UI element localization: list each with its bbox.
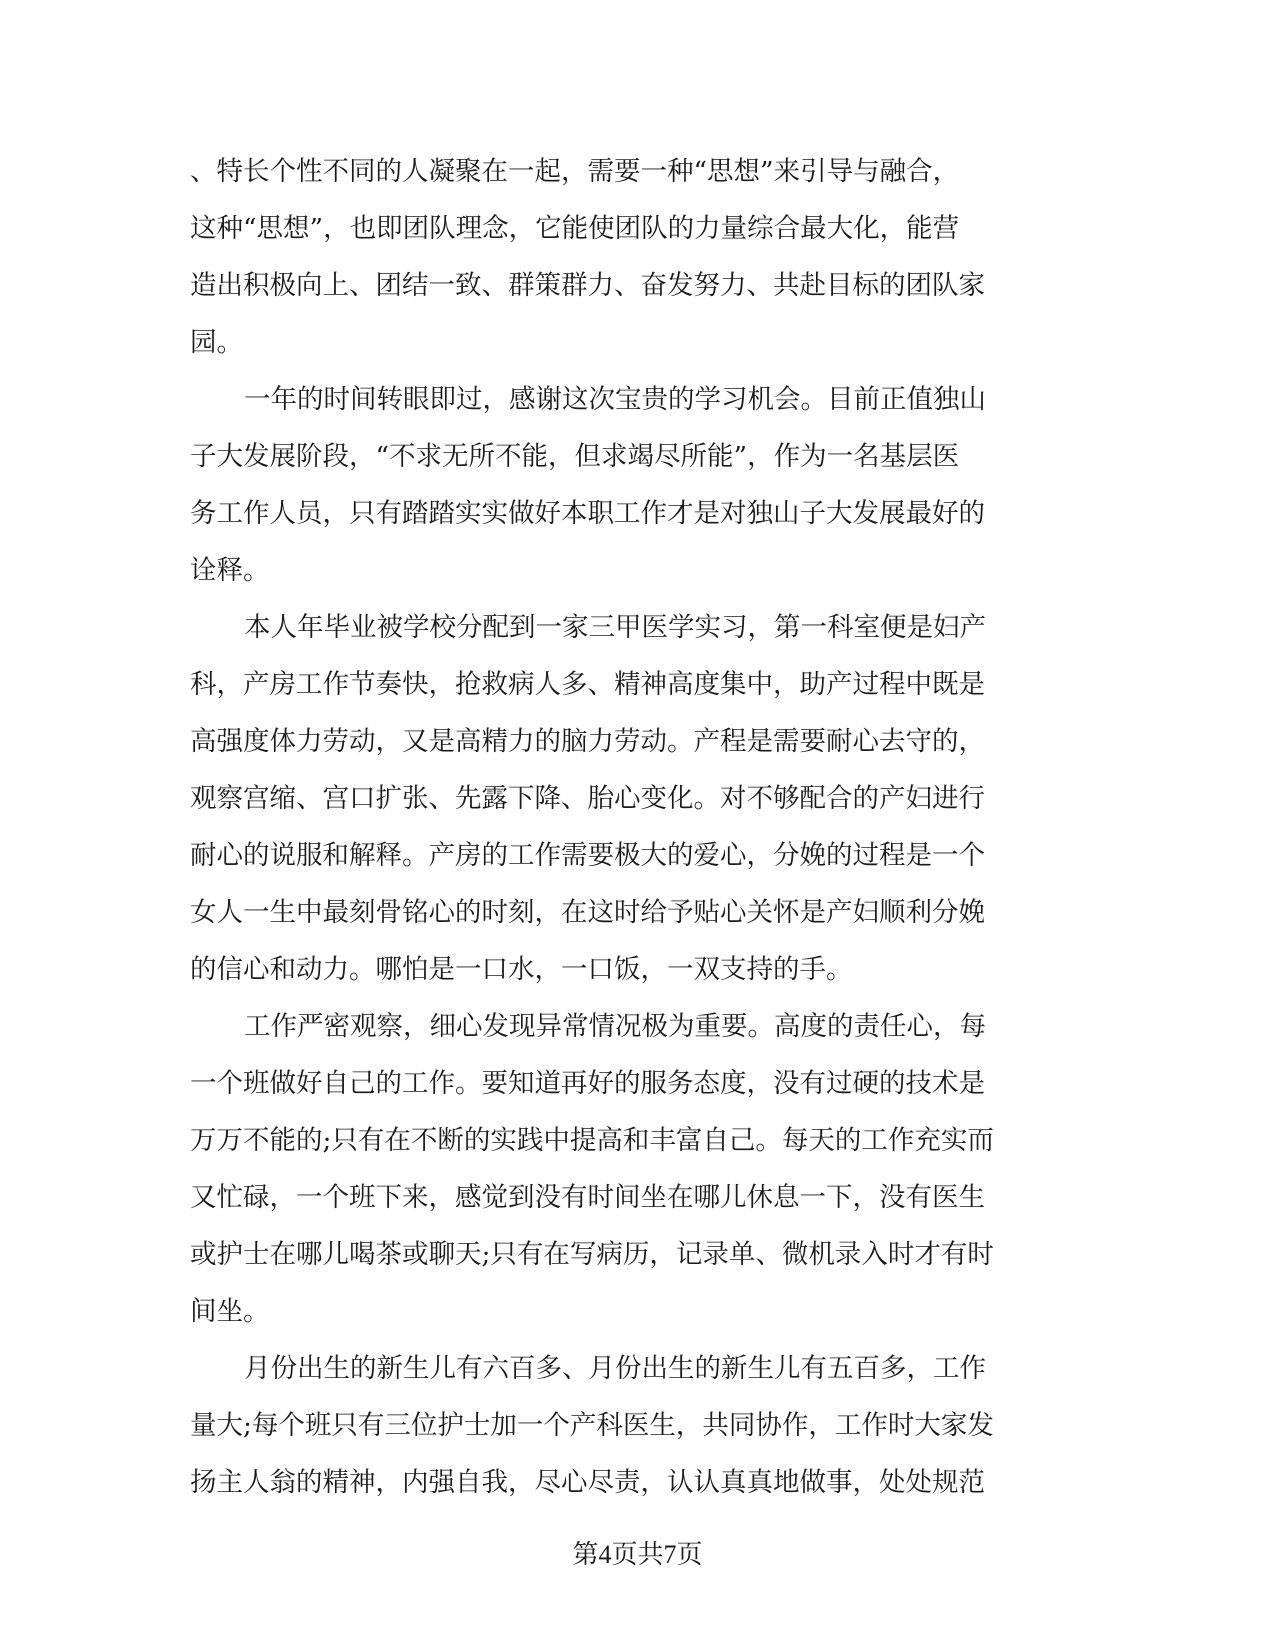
- text-line: 一个班做好自己的工作。要知道再好的服务态度，没有过硬的技术是: [190, 1068, 985, 1099]
- text-line: 、特长个性不同的人凝聚在一起，需要一种“思想”来引导与融合，: [190, 156, 960, 187]
- text-line: 高强度体力劳动，又是高精力的脑力劳动。产程是需要耐心去守的，: [190, 726, 985, 757]
- text-line: 或护士在哪儿喝茶或聊天;只有在写病历，记录单、微机录入时才有时: [190, 1239, 994, 1270]
- text-line: 月份出生的新生儿有六百多、月份出生的新生儿有五百多，工作: [244, 1353, 986, 1384]
- text-line: 本人年毕业被学校分配到一家三甲医学实习，第一科室便是妇产: [244, 612, 986, 643]
- page-number: 第4页共7页: [572, 1540, 703, 1569]
- text-line: 务工作人员，只有踏踏实实做好本职工作才是对独山子大发展最好的: [190, 498, 985, 529]
- text-line: 女人一生中最刻骨铭心的时刻，在这时给予贴心关怀是产妇顺利分娩: [190, 897, 985, 928]
- text-line: 的信心和动力。哪怕是一口水，一口饭，一双支持的手。: [190, 954, 853, 985]
- text-line: 扬主人翁的精神，内强自我，尽心尽责，认认真真地做事，处处规范: [190, 1467, 985, 1498]
- text-line: 工作严密观察，细心发现异常情况极为重要。高度的责任心，每: [244, 1011, 986, 1042]
- text-line: 量大;每个班只有三位护士加一个产科医生，共同协作，工作时大家发: [190, 1410, 994, 1441]
- text-line: 造出积极向上、团结一致、群策群力、奋发努力、共赴目标的团队家: [190, 270, 985, 301]
- text-line: 又忙碌，一个班下来，感觉到没有时间坐在哪儿休息一下，没有医生: [190, 1182, 985, 1213]
- text-line: 子大发展阶段，“不求无所不能，但求竭尽所能”，作为一名基层医: [190, 441, 960, 472]
- text-line: 间坐。: [190, 1296, 270, 1327]
- text-line: 这种“思想”，也即团队理念，它能使团队的力量综合最大化，能营: [190, 213, 960, 244]
- text-line: 科，产房工作节奏快，抢救病人多、精神高度集中，助产过程中既是: [190, 669, 985, 700]
- text-line: 诠释。: [190, 555, 270, 586]
- text-line: 耐心的说服和解释。产房的工作需要极大的爱心，分娩的过程是一个: [190, 840, 985, 871]
- text-line: 一年的时间转眼即过，感谢这次宝贵的学习机会。目前正值独山: [244, 384, 986, 415]
- text-line: 园。: [190, 327, 243, 358]
- text-line: 观察宫缩、宫口扩张、先露下降、胎心变化。对不够配合的产妇进行: [190, 783, 985, 814]
- text-line: 万万不能的;只有在不断的实践中提高和丰富自己。每天的工作充实而: [190, 1125, 994, 1156]
- body-text: [190, 143, 1070, 1511]
